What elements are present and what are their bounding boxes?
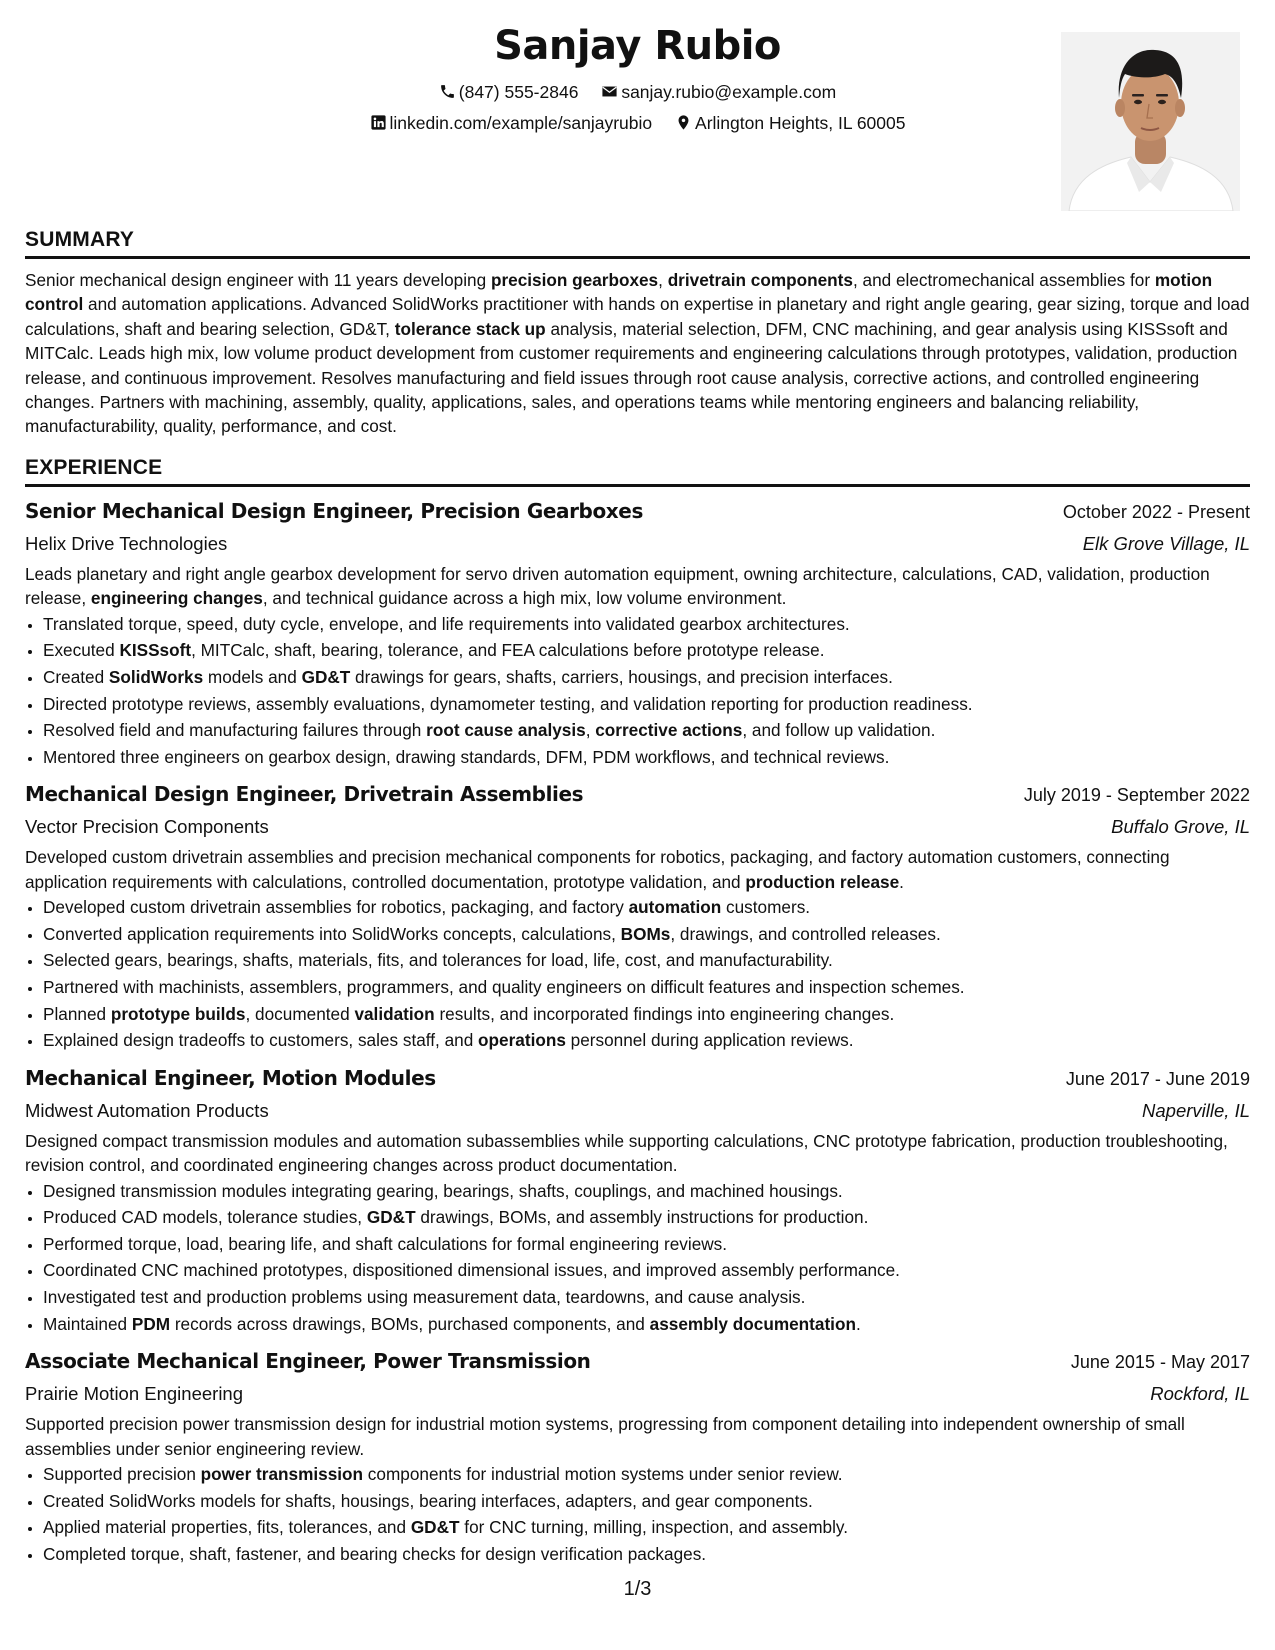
- emphasis-text: operations: [478, 1030, 566, 1051]
- bullet-item: • Created SolidWorks models and GD&T drawings for gears, shafts, carriers, housings, and precision interfaces.: [43, 664, 1250, 691]
- bullet-item: • Supported precision power transmission components for industrial motion systems under senior review.: [43, 1461, 1250, 1488]
- bullet-item: • Designed transmission modules integrating gearing, bearings, shafts, couplings, and machined housings.: [43, 1178, 1250, 1205]
- emphasis-text: root cause analysis: [426, 720, 586, 741]
- profile-photo: [1061, 32, 1240, 211]
- emphasis-text: automation: [628, 897, 722, 918]
- job-description: Leads planetary and right angle gearbox development for servo driven automation equipment, owning architecture, calculations, CAD, validation, production release, engineering changes, and technical guidance across a high mix, low volume environment.: [25, 564, 1210, 609]
- bullet-item: • Translated torque, speed, duty cycle, envelope, and life requirements into validated gearbox architectures.: [43, 611, 1250, 638]
- resume-header: [25, 0, 1250, 215]
- bullet-item: • Executed KISSsoft, MITCalc, shaft, bearing, tolerance, and FEA calculations before prototype release.: [43, 637, 1250, 664]
- emphasis-text: production release: [745, 871, 900, 892]
- job-dates: June 2017 - June 2019: [1065, 1068, 1250, 1089]
- job-entry: [25, 496, 1250, 770]
- job-dates: October 2022 - Present: [1062, 502, 1250, 522]
- bullet-item: • Performed torque, load, bearing life, and shaft calculations for formal engineering reviews.: [43, 1231, 1250, 1258]
- emphasis-text: KISSsoft: [119, 640, 192, 661]
- experience-heading: EXPERIENCE: [25, 455, 1250, 487]
- emphasis-text: BOMs: [620, 923, 671, 944]
- bullet-item: • Produced CAD models, tolerance studies, GD&T drawings, BOMs, and assembly instructions for production.: [43, 1204, 1250, 1231]
- envelope-icon: [601, 83, 618, 100]
- bullet-item: • Coordinated CNC machined prototypes, dispositioned dimensional issues, and improved assembly performance.: [43, 1257, 1250, 1284]
- emphasis-text: motion control: [25, 270, 1213, 315]
- job-dates: July 2019 - September 2022: [1023, 785, 1250, 806]
- emphasis-text: engineering changes: [90, 588, 263, 609]
- emphasis-text: GD&T: [301, 667, 351, 687]
- bullet-item: • Selected gears, bearings, shafts, materials, fits, and tolerances for load, life, cost, and manufacturability.: [43, 947, 1250, 974]
- resume-page: [25, 0, 1250, 1650]
- emphasis-text: GD&T: [410, 1517, 460, 1538]
- summary-section: [25, 227, 1250, 439]
- emphasis-text: drivetrain components: [667, 270, 853, 290]
- company-name: Vector Precision Components: [25, 816, 269, 838]
- bullet-item: • Applied material properties, fits, tolerances, and GD&T for CNC turning, milling, inspection, and assembly.: [43, 1514, 1250, 1541]
- page-number: 1/3: [623, 1578, 652, 1600]
- phone-icon: [439, 83, 456, 100]
- emphasis-text: precision gearboxes: [490, 270, 659, 290]
- job-bullets: [25, 1178, 1250, 1338]
- job-title: Mechanical Design Engineer, Drivetrain Assemblies: [25, 782, 584, 807]
- company-name: Midwest Automation Products: [25, 1099, 269, 1121]
- email-text: sanjay.rubio@example.com: [621, 82, 837, 102]
- emphasis-text: validation: [354, 1003, 435, 1024]
- job-location: Naperville, IL: [1142, 1099, 1250, 1121]
- company-name: Prairie Motion Engineering: [25, 1383, 244, 1405]
- job-title: Associate Mechanical Engineer, Power Transmission: [25, 1349, 591, 1374]
- job-location: Buffalo Grove, IL: [1111, 816, 1250, 838]
- job-location: Rockford, IL: [1150, 1383, 1250, 1405]
- bullet-item: • Maintained PDM records across drawings, BOMs, purchased components, and assembly documentation.: [43, 1311, 1250, 1338]
- linkedin-text: linkedin.com/example/sanjayrubio: [389, 113, 653, 133]
- summary-heading: SUMMARY: [25, 227, 1250, 259]
- company-name: Helix Drive Technologies: [25, 533, 228, 554]
- candidate-name: Sanjay Rubio: [494, 23, 781, 69]
- job-description: Developed custom drivetrain assemblies and precision mechanical components for robotics, packaging, and factory automation customers, connecting application requirements with calculations, controlled documentation, prototype validation, and production release.: [25, 847, 1170, 892]
- linkedin-icon: [370, 114, 387, 131]
- emphasis-text: prototype builds: [110, 1003, 246, 1024]
- job-dates: June 2015 - May 2017: [1070, 1352, 1250, 1373]
- phone-text: (847) 555-2846: [458, 82, 579, 102]
- emphasis-text: power transmission: [200, 1463, 364, 1484]
- map-pin-icon: [675, 114, 692, 131]
- bullet-item: • Directed prototype reviews, assembly evaluations, dynamometer testing, and validation reporting for production readiness.: [43, 691, 1250, 718]
- summary-text: Senior mechanical design engineer with 11 years developing precision gearboxes, drivetrain components, and electromechanical assemblies for motion control and automation applications. Advanced SolidWorks practitioner with hands on expertise in planetary and right angle gearing, gear sizing, torque and load calculations, shaft and bearing selection, GD&T, tolerance stack up analysis, material selection, DFM, CNC machining, and gear analysis using KISSsoft and MITCalc. Leads high mix, low volume product development from customer requirements and engineering calculations through prototypes, validation, production release, and continuous improvement. Resolves manufacturing and field issues through root cause analysis, corrective actions, and controlled engineering changes. Partners with machining, assembly, quality, applications, sales, and operations teams while mentoring engineers and balancing reliability, manufacturability, quality, performance, and cost.: [25, 270, 1250, 437]
- job-bullets: [25, 611, 1250, 771]
- bullet-item: • Planned prototype builds, documented validation results, and incorporated findings into engineering changes.: [43, 1001, 1250, 1028]
- email-contact[interactable]: [601, 80, 836, 104]
- job-entry: [25, 1346, 1250, 1567]
- job-title: Senior Mechanical Design Engineer, Precision Gearboxes: [25, 499, 643, 523]
- job-bullets: [25, 1461, 1250, 1567]
- experience-section: [25, 455, 1250, 1576]
- job-description: Designed compact transmission modules and automation subassemblies while supporting calculations, CNC prototype fabrication, production troubleshooting, revision control, and coordinated engineering changes across product documentation.: [25, 1130, 1228, 1176]
- phone-contact: [439, 80, 579, 104]
- location-text: Arlington Heights, IL 60005: [695, 113, 906, 133]
- emphasis-text: corrective actions: [595, 720, 743, 741]
- linkedin-contact[interactable]: [370, 111, 653, 135]
- bullet-item: • Completed torque, shaft, fastener, and bearing checks for design verification packages.: [43, 1541, 1250, 1568]
- location-contact: [675, 111, 905, 135]
- job-title: Mechanical Engineer, Motion Modules: [25, 1065, 436, 1090]
- bullet-item: • Investigated test and production problems using measurement data, teardowns, and cause analysis.: [43, 1284, 1250, 1311]
- bullet-item: • Developed custom drivetrain assemblies for robotics, packaging, and factory automation customers.: [43, 894, 1250, 921]
- bullet-item: • Explained design tradeoffs to customers, sales staff, and operations personnel during application reviews.: [43, 1027, 1250, 1054]
- job-entry: [25, 779, 1250, 1053]
- emphasis-text: tolerance stack up: [394, 318, 546, 339]
- job-description: Supported precision power transmission design for industrial motion systems, progressing from component detailing into independent ownership of small assemblies under senior engineering review.: [25, 1414, 1185, 1459]
- bullet-item: • Created SolidWorks models for shafts, housings, bearing interfaces, adapters, and gear components.: [43, 1488, 1250, 1515]
- job-location: Elk Grove Village, IL: [1082, 533, 1250, 554]
- emphasis-text: GD&T: [366, 1207, 416, 1228]
- job-bullets: [25, 894, 1250, 1054]
- bullet-item: • Resolved field and manufacturing failures through root cause analysis, corrective actions, and follow up validation.: [43, 717, 1250, 744]
- job-entry: [25, 1063, 1250, 1337]
- emphasis-text: SolidWorks: [108, 667, 204, 687]
- emphasis-text: assembly documentation: [649, 1313, 856, 1334]
- emphasis-text: PDM: [131, 1313, 171, 1334]
- bullet-item: • Converted application requirements into SolidWorks concepts, calculations, BOMs, drawings, and controlled releases.: [43, 921, 1250, 948]
- bullet-item: • Partnered with machinists, assemblers, programmers, and quality engineers on difficult features and inspection schemes.: [43, 974, 1250, 1001]
- bullet-item: • Mentored three engineers on gearbox design, drawing standards, DFM, PDM workflows, and technical reviews.: [43, 744, 1250, 771]
